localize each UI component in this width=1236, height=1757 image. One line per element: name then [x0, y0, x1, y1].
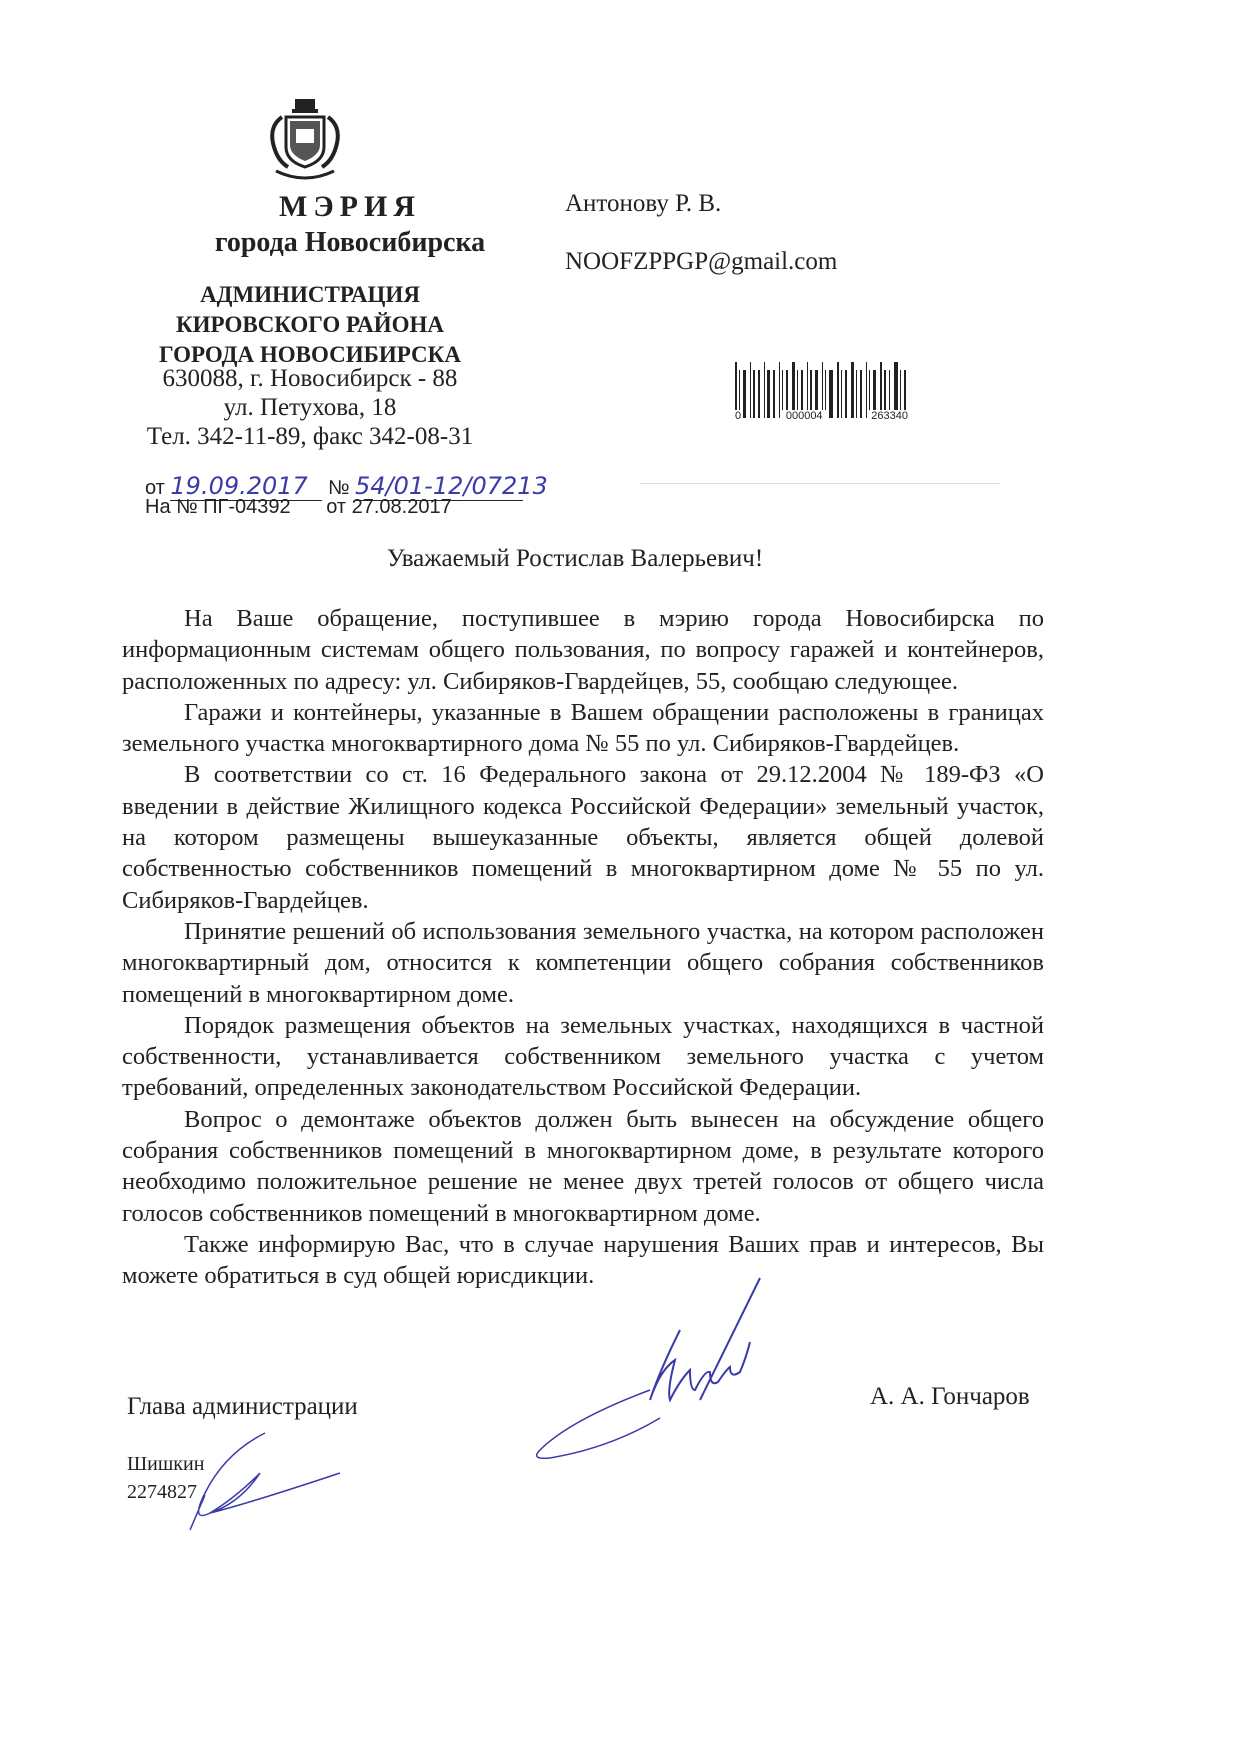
coat-of-arms-emblem — [262, 95, 348, 185]
barcode — [735, 370, 920, 422]
admin-line: АДМИНИСТРАЦИЯ — [200, 282, 420, 307]
reply-date: от 27.08.2017 — [326, 496, 452, 518]
signatory-position: Глава администрации — [127, 1393, 358, 1420]
barcode-bar — [837, 362, 839, 418]
admin-line: КИРОВСКОГО РАЙОНА — [175, 312, 444, 337]
signatory-name: А. А. Гончаров — [870, 1383, 1030, 1410]
barcode-bar — [753, 370, 755, 418]
paragraph: Порядок размещения объектов на земельных участках, находящихся в частной собственности, устанавливается собственником земельного участка с учетом требований, определенных законодательством Российской Федерации. — [122, 1011, 1044, 1102]
recipient-name: Антонову Р. В. — [565, 190, 722, 217]
reply-to: На № ПГ-04392 — [145, 496, 291, 518]
barcode-bar — [851, 362, 854, 418]
admin-block — [120, 280, 500, 370]
handwritten-signature — [530, 1270, 830, 1465]
barcode-bar — [750, 362, 751, 418]
letter-body — [122, 603, 1044, 1292]
from-label: от — [145, 477, 165, 499]
executor-signature — [175, 1425, 345, 1540]
barcode-bar — [743, 370, 746, 418]
barcode-bar — [829, 370, 833, 418]
paragraph: Принятие решений об использования земельного участка, на котором расположен многоквартирный дом, относится к компетенции общего собрания собственников помещений в многоквартирном доме. — [122, 917, 1044, 1008]
barcode-bar — [845, 370, 847, 418]
outgoing-number: 54/01-12/07213 — [355, 472, 548, 500]
barcode-bar — [773, 370, 775, 418]
address-block — [120, 364, 500, 451]
address-line: Тел. 342-11-89, факс 342-08-31 — [146, 423, 474, 450]
outgoing-date: 19.09.2017 — [170, 472, 322, 501]
barcode-bar — [779, 362, 780, 418]
barcode-digits — [735, 410, 920, 422]
barcode-digit-mid: 000004 — [782, 410, 827, 422]
greeting: Уважаемый Ростислав Валерьевич! — [386, 545, 764, 572]
address-line: 630088, г. Новосибирск - 88 — [162, 365, 458, 392]
paragraph: Вопрос о демонтаже объектов должен быть вынесен на обсуждение общего собрания собственников помещений в многоквартирном доме, в результате которого необходимо положительное решение не менее двух третей голосов от общего числа голосов собственников помещений в многоквартирном доме. — [122, 1105, 1044, 1227]
barcode-bar — [841, 370, 842, 418]
recipient-email: NOOFZPPGP@gmail.com — [565, 248, 838, 275]
paragraph: Также информирую Вас, что в случае нарушения Ваших прав и интересов, Вы можете обратиться в суд общей юрисдикции. — [122, 1230, 1044, 1290]
admin-line: ГОРОДА НОВОСИБИРСКА — [159, 342, 461, 367]
executor-phone: 2274827 — [127, 1481, 197, 1503]
executor-name: Шишкин — [127, 1453, 205, 1475]
org-city: города Новосибирска — [214, 227, 486, 258]
barcode-bar — [856, 370, 857, 418]
paragraph: На Ваше обращение, поступившее в мэрию города Новосибирска по информационным системам общего пользования, по вопросу гаражей и контейнеров, расположенных по адресу: ул. Сибиряков-Гвардейцев, 55, сообщаю следующее. — [122, 605, 1044, 695]
barcode-bar — [767, 370, 770, 418]
number-label: № — [327, 477, 350, 499]
barcode-bar — [764, 362, 765, 418]
paragraph: Гаражи и контейнеры, указанные в Вашем обращении расположены в границах земельного участка многоквартирного дома № 55 по ул. Сибиряков-Гвардейцев. — [122, 698, 1044, 758]
barcode-bar — [758, 370, 760, 418]
barcode-digit-right: 263340 — [867, 410, 912, 422]
paragraph: В соответствии со ст. 16 Федерального закона от 29.12.2004 № 189-ФЗ «О введении в действие Жилищного кодекса Российской Федерации» земельный участок, на котором размещены вышеуказанные объекты, является общей долевой собственностью собственников помещений в многоквартирном доме № 55 по ул. Сибиряков-Гвардейцев. — [122, 761, 1044, 914]
barcode-digit-left: 0 — [735, 410, 742, 422]
org-title: МЭРИЯ — [279, 190, 421, 223]
address-line: ул. Петухова, 18 — [223, 394, 397, 421]
reply-line — [145, 496, 452, 519]
barcode-bar — [860, 370, 862, 418]
divider — [640, 483, 1000, 484]
